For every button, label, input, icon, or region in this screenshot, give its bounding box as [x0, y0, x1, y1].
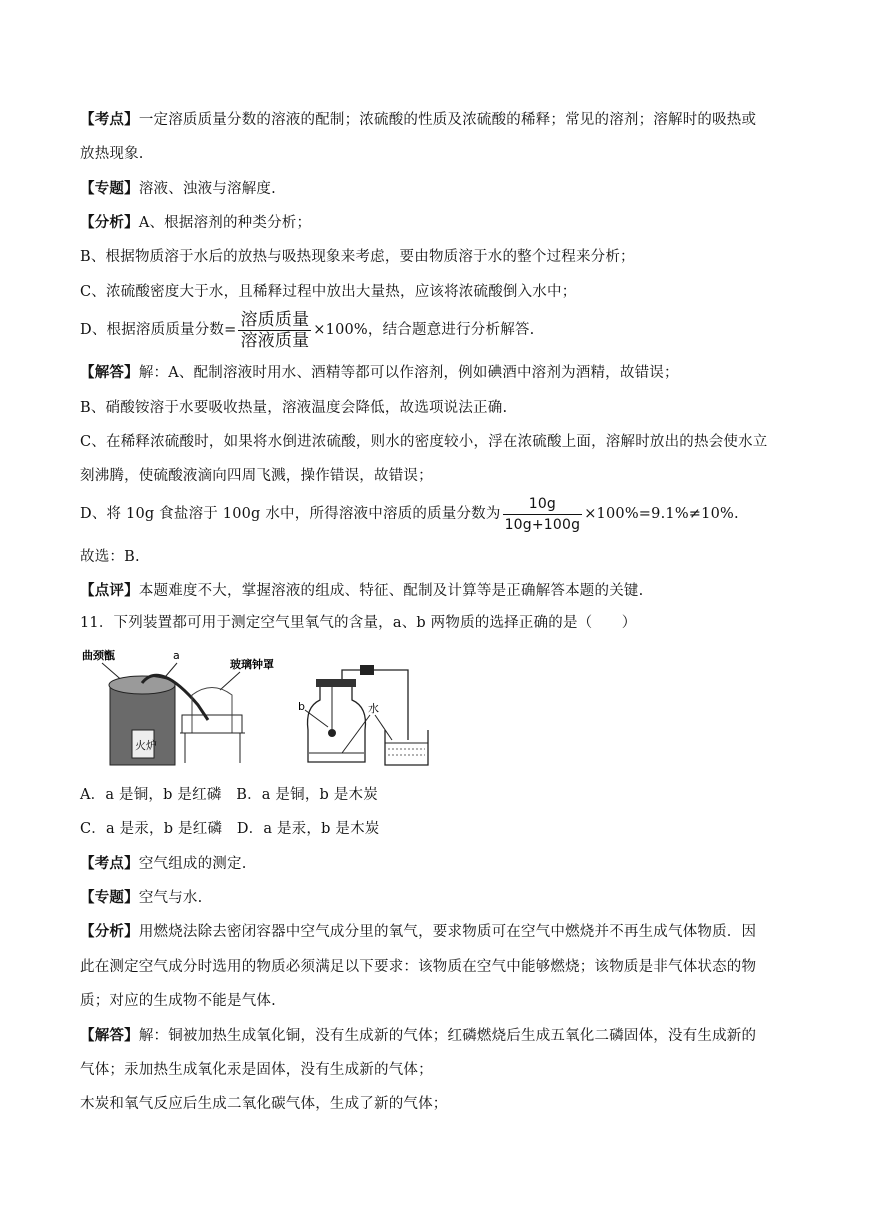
label-a: a — [173, 649, 180, 662]
fraction-numerator: 10g — [503, 494, 583, 515]
label-retort: 曲颈甑 — [82, 649, 115, 662]
q10-fenxi-b: B、根据物质溶于水后的放热与吸热现象来考虑，要由物质溶于水的整个过程来分析； — [80, 249, 635, 265]
fraction-salt — [503, 494, 583, 535]
q10-jieda-a — [80, 362, 800, 384]
clamp — [360, 665, 374, 675]
fraction-numerator: 溶质质量 — [240, 309, 310, 330]
q10-kaodian-line1 — [80, 109, 800, 131]
beaker — [385, 730, 428, 765]
dianping-tag: 【点评】 — [80, 582, 139, 599]
q11-fenxi-1 — [80, 921, 800, 943]
jieda-1-text: 解：铜被加热生成氧化铜，没有生成新的气体；红磷燃烧后生成五氧化二磷固体，没有生成新的 — [138, 1028, 757, 1044]
q11-fenxi-3: 质；对应的生成物不能是气体. — [80, 993, 276, 1009]
kaodian-text: 一定溶质质量分数的溶液的配制；浓硫酸的性质及浓硫酸的稀释；常见的溶剂；溶解时的吸热或 — [138, 112, 757, 128]
stopper — [316, 679, 356, 687]
fenxi-tag: 【分析】 — [80, 923, 139, 940]
fraction-denominator: 溶液质量 — [240, 330, 310, 351]
dianping-text: 本题难度不大，掌握溶液的组成、特征、配制及计算等是正确解答本题的关键. — [138, 583, 644, 599]
zhuanti-tag: 【专题】 — [80, 889, 139, 906]
trough — [182, 715, 242, 733]
q11-jieda-1 — [80, 1025, 800, 1047]
combustion-spoon — [328, 729, 336, 737]
q11-fenxi-2: 此在测定空气成分时选用的物质必须满足以下要求：该物质在空气中能够燃烧；该物质是非气体状态的物 — [80, 959, 757, 975]
label-water: 水 — [368, 702, 379, 715]
q10-guxuan: 故选：B. — [80, 549, 140, 565]
zhuanti-text: 溶液、浊液与溶解度. — [138, 181, 276, 197]
label-furnace: 火炉 — [135, 739, 157, 752]
furnace-top — [109, 676, 175, 694]
jieda-d-pre: D、将 10g 食盐溶于 100g 水中，所得溶液中溶质的质量分数为 — [80, 506, 501, 522]
fenxi-d-pre: D、根据溶质质量分数= — [80, 322, 237, 338]
q10-jieda-b: B、硝酸铵溶于水要吸收热量，溶液温度会降低，故选项说法正确. — [80, 400, 508, 416]
label-b: b — [298, 700, 305, 713]
q11-options-ab: A．a 是铜，b 是红磷 B．a 是铜，b 是木炭 — [80, 787, 378, 803]
fraction-solute-over-solution — [238, 310, 311, 351]
q10-fenxi-a — [80, 212, 800, 234]
q10-zhuanti — [80, 178, 800, 200]
zhuanti-tag: 【专题】 — [80, 180, 139, 197]
fenxi-1-text: 用燃烧法除去密闭容器中空气成分里的氧气，要求物质可在空气中燃烧并不再生成气体物质．因 — [138, 924, 757, 940]
q11-options-cd: C．a 是汞，b 是红磷 D．a 是汞，b 是木炭 — [80, 821, 380, 837]
q10-dianping — [80, 580, 800, 602]
q11-jieda-2: 气体；汞加热生成氧化汞是固体，没有生成新的气体； — [80, 1062, 433, 1078]
apparatus-figure — [80, 645, 430, 770]
kaodian-text: 空气组成的测定. — [138, 856, 247, 872]
q11-zhuanti — [80, 887, 800, 909]
q11-jieda-3: 木炭和氧气反应后生成二氧化碳气体，生成了新的气体； — [80, 1096, 448, 1112]
leader-water2 — [375, 715, 392, 740]
flask — [308, 685, 366, 762]
q10-fenxi-d — [80, 308, 800, 352]
fenxi-a-text: A、根据溶剂的种类分析； — [138, 215, 312, 231]
fenxi-tag: 【分析】 — [80, 214, 139, 231]
fraction-denominator: 10g+100g — [504, 516, 581, 533]
q10-jieda-d — [80, 492, 800, 536]
kaodian-tag: 【考点】 — [80, 111, 139, 128]
kaodian-tag: 【考点】 — [80, 855, 139, 872]
q11-kaodian — [80, 853, 800, 875]
label-bell-jar: 玻璃钟罩 — [230, 658, 274, 671]
q11-stem: 11．下列装置都可用于测定空气里氧气的含量，a、b 两物质的选择正确的是（ ） — [80, 615, 637, 631]
apparatus-diagram — [80, 645, 430, 770]
jieda-tag: 【解答】 — [80, 364, 139, 381]
q10-fenxi-c: C、浓硫酸密度大于水，且稀释过程中放出大量热，应该将浓硫酸倒入水中； — [80, 284, 577, 300]
q10-jieda-c1: C、在稀释浓硫酸时，如果将水倒进浓硫酸，则水的密度较小，浮在浓硫酸上面，溶解时放出的热会使水立 — [80, 434, 768, 450]
fenxi-d-post: ×100%，结合题意进行分析解答. — [313, 322, 535, 338]
q10-jieda-c2: 刻沸腾，使硫酸液滴向四周飞溅，操作错误，故错误； — [80, 468, 433, 484]
jieda-tag: 【解答】 — [80, 1027, 139, 1044]
bell-jar — [192, 688, 232, 734]
leader-bell — [220, 672, 240, 690]
q10-kaodian-line2: 放热现象. — [80, 146, 144, 162]
jieda-d-post: ×100%=9.1%≠10%. — [584, 506, 739, 522]
jieda-a-text: 解：A、配制溶液时用水、酒精等都可以作溶剂，例如碘酒中溶剂为酒精，故错误； — [138, 365, 679, 381]
zhuanti-text: 空气与水. — [138, 890, 203, 906]
